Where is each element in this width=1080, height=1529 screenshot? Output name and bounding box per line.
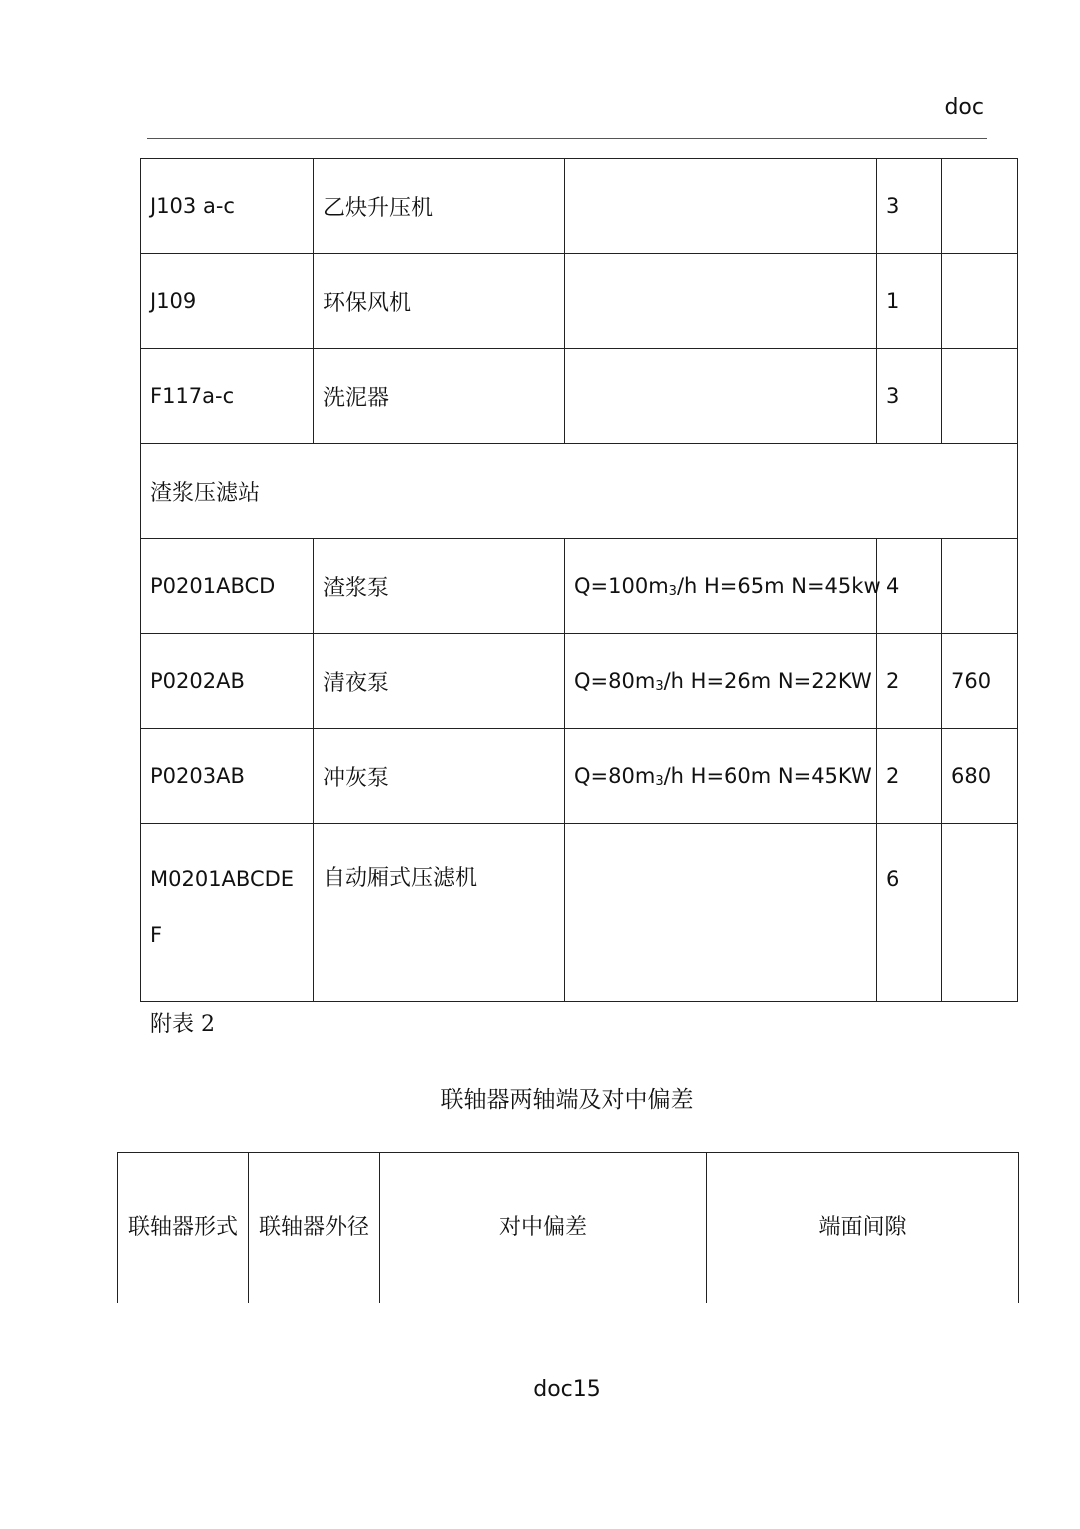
section-row xyxy=(141,444,1018,539)
table-row xyxy=(141,729,1018,824)
equipment-extra xyxy=(942,349,1018,444)
coupling-table xyxy=(117,1152,1019,1303)
equipment-qty: 4 xyxy=(877,539,942,634)
equipment-extra: 760 xyxy=(942,634,1018,729)
spec-flow: Q=80m xyxy=(574,668,656,693)
table-row xyxy=(141,539,1018,634)
header-coupling-type: 联轴器形式 xyxy=(118,1153,249,1304)
equipment-name: 乙炔升压机 xyxy=(314,159,565,254)
equipment-qty: 6 xyxy=(877,824,942,1002)
table-header-row xyxy=(118,1153,1019,1304)
equipment-code: F117a-c xyxy=(141,349,314,444)
equipment-extra: 680 xyxy=(942,729,1018,824)
equipment-qty: 2 xyxy=(877,729,942,824)
equipment-name: 冲灰泵 xyxy=(314,729,565,824)
equipment-name: 洗泥器 xyxy=(314,349,565,444)
table-row xyxy=(141,159,1018,254)
equipment-extra xyxy=(942,824,1018,1002)
equipment-extra xyxy=(942,159,1018,254)
spec-flow: Q=80m xyxy=(574,763,656,788)
header-coupling-diameter: 联轴器外径 xyxy=(249,1153,380,1304)
equipment-extra xyxy=(942,539,1018,634)
equipment-code: P0203AB xyxy=(141,729,314,824)
equipment-name: 环保风机 xyxy=(314,254,565,349)
spec-rest: /h H=26m N=22KW xyxy=(663,668,872,693)
spec-exponent: 3 xyxy=(655,678,664,694)
equipment-spec xyxy=(565,349,877,444)
header-divider xyxy=(147,138,987,139)
equipment-spec xyxy=(565,824,877,1002)
spec-flow: Q=100m xyxy=(574,573,669,598)
table-row xyxy=(141,254,1018,349)
equipment-code: M0201ABCDEF xyxy=(141,824,314,1002)
equipment-spec xyxy=(565,729,877,824)
equipment-qty: 1 xyxy=(877,254,942,349)
equipment-code: P0202AB xyxy=(141,634,314,729)
page-footer-text: doc15 xyxy=(533,1377,601,1402)
spec-rest: /h H=65m N=45kw xyxy=(676,573,881,598)
equipment-spec xyxy=(565,254,877,349)
header-alignment-deviation: 对中偏差 xyxy=(380,1153,707,1304)
header-face-gap: 端面间隙 xyxy=(707,1153,1019,1304)
table-row xyxy=(141,824,1018,1002)
equipment-name: 清夜泵 xyxy=(314,634,565,729)
equipment-code: J103 a-c xyxy=(141,159,314,254)
spec-rest: /h H=60m N=45KW xyxy=(663,763,872,788)
equipment-spec xyxy=(565,539,881,634)
table-row xyxy=(141,634,1018,729)
table-row xyxy=(141,349,1018,444)
equipment-name: 自动厢式压滤机 xyxy=(314,824,565,1002)
equipment-spec xyxy=(565,634,877,729)
equipment-spec xyxy=(565,159,877,254)
equipment-qty: 2 xyxy=(877,634,942,729)
equipment-qty: 3 xyxy=(877,349,942,444)
appendix-label: 附表 2 xyxy=(150,1012,215,1037)
equipment-extra xyxy=(942,254,1018,349)
equipment-name: 渣浆泵 xyxy=(314,539,565,634)
coupling-section-title: 联轴器两轴端及对中偏差 xyxy=(440,1087,694,1113)
spec-exponent: 3 xyxy=(668,583,677,599)
equipment-table xyxy=(140,158,1018,1002)
equipment-code: J109 xyxy=(141,254,314,349)
page-header-text: doc xyxy=(944,95,984,120)
spec-exponent: 3 xyxy=(655,773,664,789)
equipment-code: P0201ABCD xyxy=(141,539,314,634)
section-label: 渣浆压滤站 xyxy=(141,444,1018,539)
equipment-qty: 3 xyxy=(877,159,942,254)
